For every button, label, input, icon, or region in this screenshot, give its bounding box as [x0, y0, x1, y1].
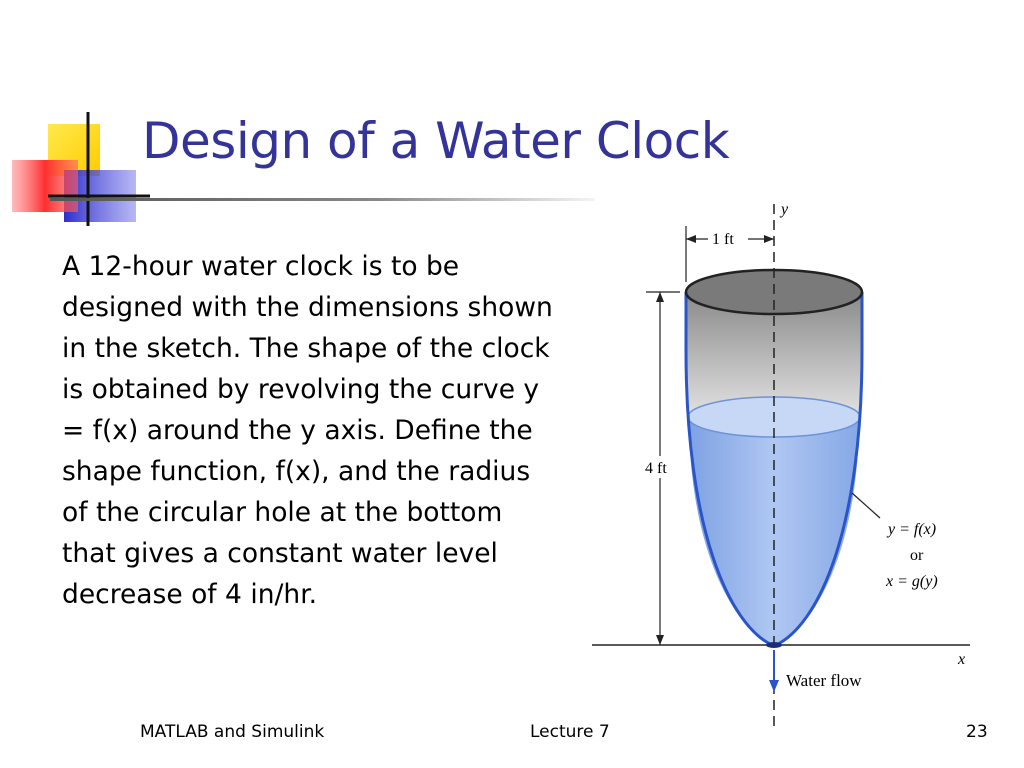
height-arrow-top — [656, 292, 664, 302]
curve-label-1: y = f(x) — [888, 521, 937, 538]
width-arrow-right — [764, 235, 774, 243]
height-label: 4 ft — [645, 460, 667, 477]
corner-decoration — [0, 0, 160, 240]
title-underline — [50, 198, 595, 201]
water-clock-diagram — [588, 196, 988, 736]
width-label: 1 ft — [712, 231, 734, 248]
curve-leader-line — [852, 493, 880, 518]
height-arrow-bottom — [656, 635, 664, 645]
flow-label: Water flow — [786, 671, 862, 690]
footer-course: MATLAB and Simulink — [140, 722, 325, 742]
footer-page-number: 23 — [966, 722, 988, 742]
slide-title: Design of a Water Clock — [142, 112, 730, 170]
footer-lecture: Lecture 7 — [530, 722, 610, 742]
width-arrow-left — [686, 235, 696, 243]
outflow-hole — [766, 642, 782, 648]
curve-label-2: x = g(y) — [886, 573, 938, 590]
curve-label-or: or — [910, 547, 924, 564]
problem-description — [62, 246, 562, 615]
x-axis-label: x — [958, 651, 966, 668]
deco-red-square — [12, 160, 78, 212]
flow-arrow-head — [769, 680, 779, 692]
problem-text: A 12-hour water clock is to be designed with the dimensions shown in the sketch. The shape of the clock is obtained by revolving the curve y = f(x) around the y axis. Define the shape function, f(x), and the radius of the circular hole at the bottom that gives a constant water level decrease of 4 in/hr. — [62, 251, 553, 610]
y-axis-label: y — [781, 201, 789, 218]
